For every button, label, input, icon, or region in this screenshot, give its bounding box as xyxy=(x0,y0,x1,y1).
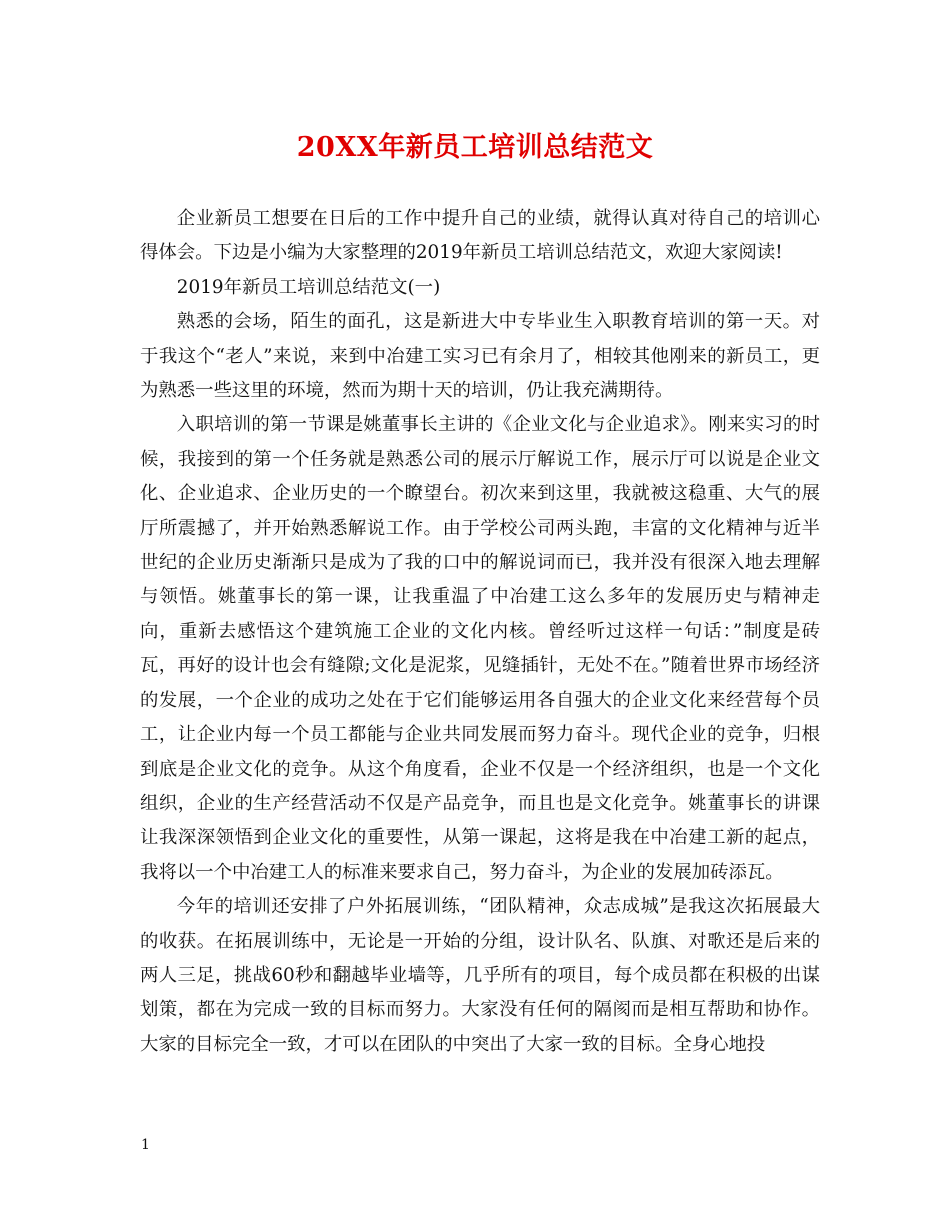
paragraph-subheading: 2019年新员工培训总结范文(一) xyxy=(176,276,441,298)
paragraph-outdoor-training: 今年的培训还安排了户外拓展训练，“团队精神，众志成城”是我这次拓展最大的收获。在拓展训练中，无论是一开始的分组，设计队名、队旗、对歌还是后来的两人三足，挑战60秒和翻越毕业墙等，几乎所有的项目，每个成员都在积极的出谋划策，都在为完成一致的目标而努力。大家没有任何的隔阂而是相互帮助和协作。大家的目标完全一致，才可以在团队的中突出了大家一致的目标。全身心地投 xyxy=(140,896,820,1055)
page-number: 1 xyxy=(141,1137,150,1153)
paragraph-first-day: 熟悉的会场，陌生的面孔，这是新进大中专毕业生入职教育培训的第一天。对于我这个“老人”来说，来到中冶建工实习已有余月了，相较其他刚来的新员工，更为熟悉一些这里的环境，然而为期十天的培训，仍让我充满期待。 xyxy=(140,311,820,402)
paragraph-intro: 企业新员工想要在日后的工作中提升自己的业绩，就得认真对待自己的培训心得体会。下边是小编为大家整理的2019年新员工培训总结范文，欢迎大家阅读! xyxy=(140,208,820,264)
document-title: 20XX年新员工培训总结范文 xyxy=(296,132,654,163)
paragraph-corporate-culture: 入职培训的第一节课是姚董事长主讲的《企业文化与企业追求》。刚来实习的时候，我接到的第一个任务就是熟悉公司的展示厅解说工作，展示厅可以说是企业文化、企业追求、企业历史的一个瞭望台。初次来到这里，我就被这稳重、大气的展厅所震撼了，并开始熟悉解说工作。由于学校公司两头跑，丰富的文化精神与近半世纪的企业历史渐渐只是成为了我的口中的解说词而已，我并没有很深入地去理解与领悟。姚董事长的第一课，让我重温了中冶建工这么多年的发展历史与精神走向，重新去感悟这个建筑施工企业的文化内核。曾经听过这样一句话：”制度是砖瓦，再好的设计也会有缝隙;文化是泥浆，见缝插针，无处不在。”随着世界市场经济的发展，一个企业的成功之处在于它们能够运用各自强大的企业文化来经营每个员工，让企业内每一个员工都能与企业共同发展而努力奋斗。现代企业的竞争，归根到底是企业文化的竞争。从这个角度看，企业不仅是一个经济组织，也是一个文化组织，企业的生产经营活动不仅是产品竞争，而且也是文化竞争。姚董事长的讲课让我深深领悟到企业文化的重要性，从第一课起，这将是我在中冶建工新的起点，我将以一个中冶建工人的标准来要求自己，努力奋斗，为企业的发展加砖添瓦。 xyxy=(140,414,820,883)
document-body xyxy=(140,202,820,1062)
